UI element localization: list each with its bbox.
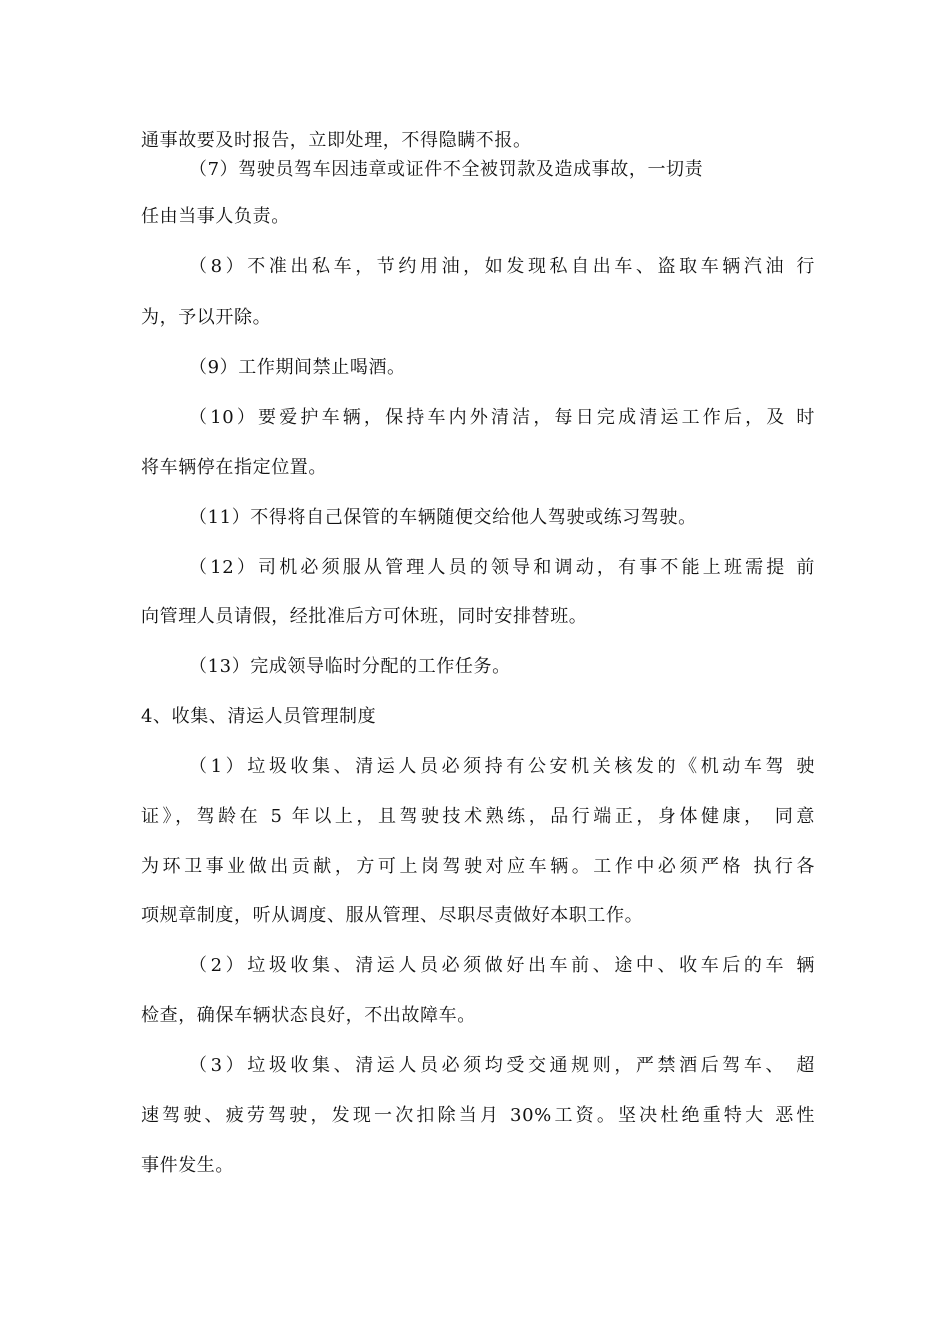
text-line: （8）不准出私车，节约用油，如发现私自出车、盗取车辆汽油 行 xyxy=(189,256,815,277)
section-heading: 4、收集、清运人员管理制度 xyxy=(141,706,377,727)
text-line: 任由当事人负责。 xyxy=(141,206,290,227)
text-line: 检查，确保车辆状态良好，不出故障车。 xyxy=(141,1005,476,1026)
text-line: 将车辆停在指定位置。 xyxy=(141,457,327,478)
text-line: 向管理人员请假，经批准后方可休班，同时安排替班。 xyxy=(141,606,588,627)
text-line: （10）要爱护车辆，保持车内外清洁，每日完成清运工作后，及 时 xyxy=(189,407,815,428)
text-line: 证》，驾龄在 5 年以上，且驾驶技术熟练，品行端正，身体健康， 同意 xyxy=(141,806,815,827)
text-line: （9）工作期间禁止喝酒。 xyxy=(189,357,406,378)
text-line: （3）垃圾收集、清运人员必须均受交通规则，严禁酒后驾车、 超 xyxy=(189,1055,815,1076)
text-line: （1）垃圾收集、清运人员必须持有公安机关核发的《机动车驾 驶 xyxy=(189,756,815,777)
text-line: 通事故要及时报告，立即处理，不得隐瞒不报。 xyxy=(141,130,532,151)
text-line: （12）司机必须服从管理人员的领导和调动，有事不能上班需提 前 xyxy=(189,557,815,578)
text-line: 速驾驶、疲劳驾驶，发现一次扣除当月 30%工资。坚决杜绝重特大 恶性 xyxy=(141,1105,815,1126)
text-line: （2）垃圾收集、清运人员必须做好出车前、途中、收车后的车 辆 xyxy=(189,955,815,976)
text-line: （11）不得将自己保管的车辆随便交给他人驾驶或练习驾驶。 xyxy=(189,507,697,528)
text-line: 为，予以开除。 xyxy=(141,307,272,328)
text-line: （13）完成领导临时分配的工作任务。 xyxy=(189,656,511,677)
text-line: 项规章制度，听从调度、服从管理、尽职尽责做好本职工作。 xyxy=(141,905,644,926)
text-line: （7）驾驶员驾车因违章或证件不全被罚款及造成事故，一切责 xyxy=(189,159,704,180)
text-line: 为环卫事业做出贡献，方可上岗驾驶对应车辆。工作中必须严格 执行各 xyxy=(141,856,815,877)
text-line: 事件发生。 xyxy=(141,1155,234,1176)
